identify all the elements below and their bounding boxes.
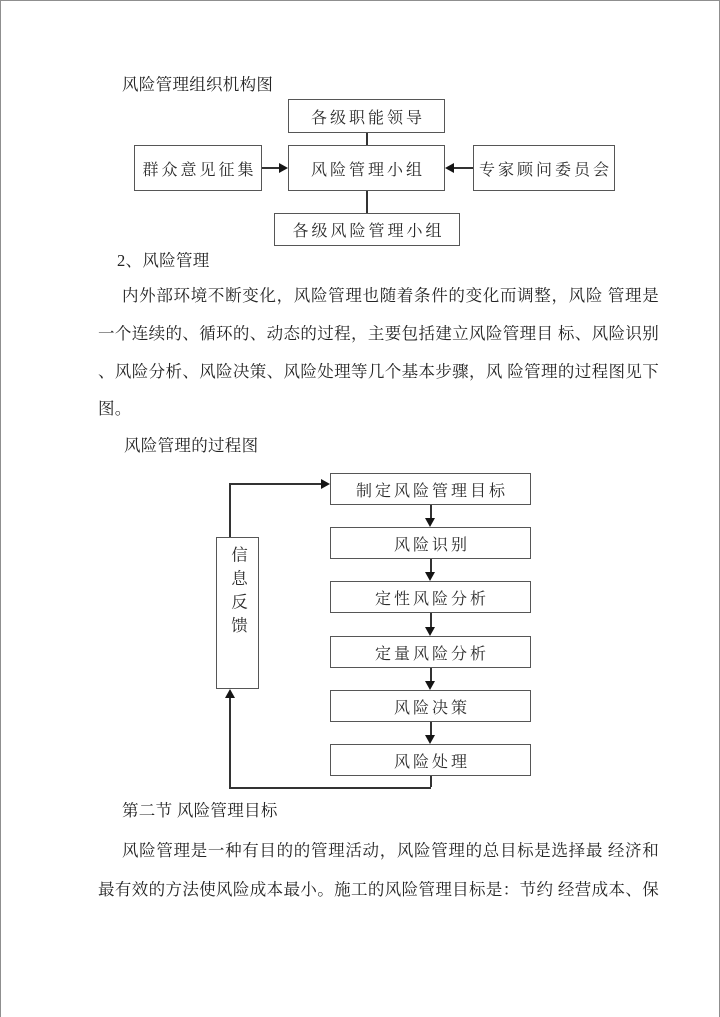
process-box-set-goals: 制定风险管理目标 — [330, 473, 531, 505]
arrow-down-icon — [425, 735, 435, 744]
connector-line — [229, 483, 231, 537]
arrow-left-icon — [445, 163, 454, 173]
arrow-right-icon — [321, 479, 330, 489]
connector-line — [430, 668, 432, 681]
connector-line — [229, 483, 321, 485]
section-heading: 第二节 风险管理目标 — [122, 801, 278, 820]
connector-line — [454, 167, 473, 169]
arrow-down-icon — [425, 627, 435, 636]
connector-line — [430, 559, 432, 572]
org-box-risk-management-team: 风险管理小组 — [288, 145, 445, 191]
process-box-qualitative: 定性风险分析 — [330, 581, 531, 613]
connector-line — [262, 167, 280, 169]
paragraph-line: 一个连续的、循环的、动态的过程，主要包括建立风险管理目 标、风险识别 — [98, 324, 659, 343]
connector-line — [366, 133, 368, 145]
process-box-quantitative: 定量风险分析 — [330, 636, 531, 668]
process-box-decision: 风险决策 — [330, 690, 531, 722]
paragraph-line: 内外部环境不断变化，风险管理也随着条件的变化而调整，风险 管理是 — [122, 286, 659, 305]
arrow-down-icon — [425, 572, 435, 581]
feedback-label: 信息反馈 — [228, 546, 248, 640]
paragraph-line: 最有效的方法使风险成本最小。施工的风险管理目标是：节约 经营成本、保 — [98, 880, 659, 899]
paragraph-line: 图。 — [98, 399, 132, 418]
connector-line — [430, 613, 432, 627]
connector-line — [430, 776, 432, 787]
process-box-feedback — [216, 537, 259, 689]
connector-line — [366, 191, 368, 213]
connector-line — [229, 698, 231, 787]
arrow-right-icon — [279, 163, 288, 173]
org-box-public-opinion: 群众意见征集 — [134, 145, 262, 191]
process-box-identify: 风险识别 — [330, 527, 531, 559]
org-box-functional-leaders: 各级职能领导 — [288, 99, 445, 133]
arrow-up-icon — [225, 689, 235, 698]
process-chart-caption: 风险管理的过程图 — [124, 436, 259, 455]
arrow-down-icon — [425, 681, 435, 690]
connector-line — [229, 787, 431, 789]
paragraph-line: 、风险分析、风险决策、风险处理等几个基本步骤，风 险管理的过程图见下 — [98, 362, 659, 381]
connector-line — [430, 722, 432, 735]
org-box-level-risk-teams: 各级风险管理小组 — [274, 213, 460, 246]
risk-management-heading: 2、风险管理 — [117, 251, 210, 270]
org-chart-caption: 风险管理组织机构图 — [122, 75, 274, 94]
org-box-expert-committee: 专家顾问委员会 — [473, 145, 615, 191]
arrow-down-icon — [425, 518, 435, 527]
paragraph-line: 风险管理是一种有目的的管理活动，风险管理的总目标是选择最 经济和 — [122, 841, 659, 860]
connector-line — [430, 505, 432, 518]
process-box-treatment: 风险处理 — [330, 744, 531, 776]
